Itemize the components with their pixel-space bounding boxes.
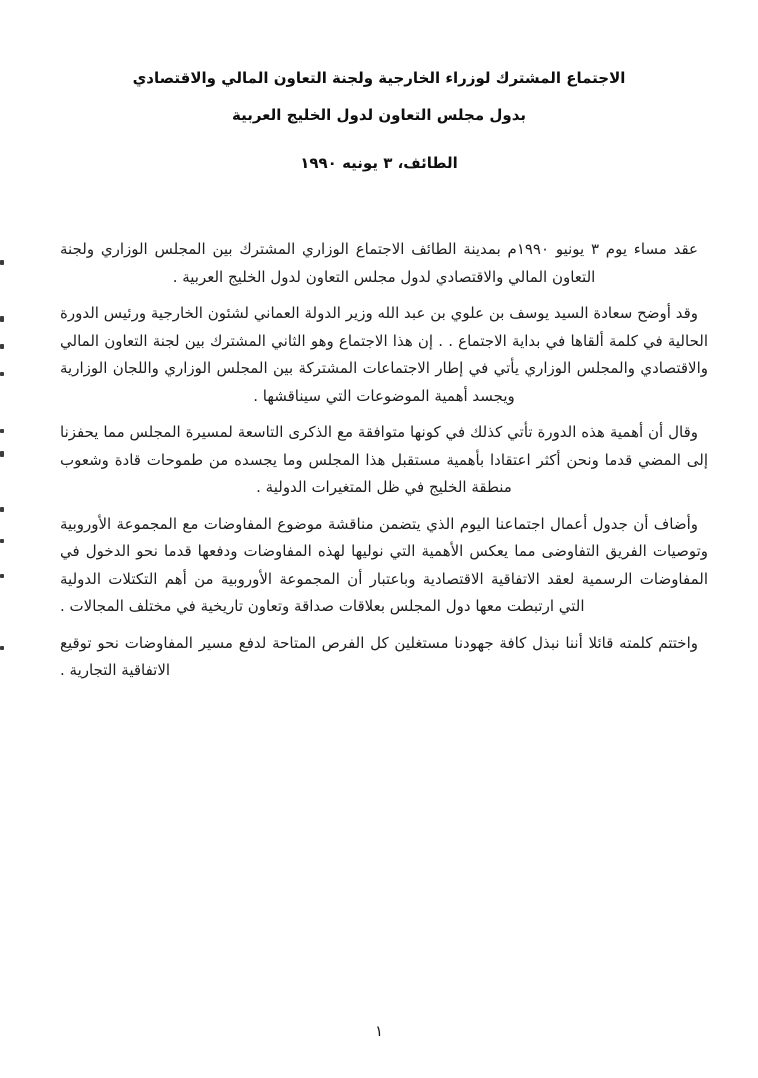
scan-artifact xyxy=(0,260,4,265)
scan-artifact xyxy=(0,539,4,543)
scan-artifact xyxy=(0,429,4,433)
title-line-2: بدول مجلس التعاون لدول الخليج العربية xyxy=(232,106,526,124)
scan-artifact xyxy=(0,646,4,650)
body-paragraph: وقد أوضح سعادة السيد يوسف بن علوي بن عبد الله وزير الدولة العماني لشئون الخارجية ورئيس الدورة الحالية في كلمة ألقاها في بداية الاجتماع . . إن هذا الاجتماع وهو الثاني المشترك بين لجنة التعاون المالي والاقتصادي والمجلس الوزاري يأتي في إطار الاجتماعات المشتركة بين المجلس الوزاري واللجان الوزارية ويجسد أهمية الموضوعات التي سيناقشها . xyxy=(60,304,708,405)
title-line-1: الاجتماع المشترك لوزراء الخارجية ولجنة التعاون المالي والاقتصادي xyxy=(132,69,626,87)
document-body xyxy=(60,236,708,694)
body-paragraph: واختتم كلمته قائلا أننا نبذل كافة جهودنا مستغلين كل الفرص المتاحة لدفع مسير المفاوضات نحو توقيع الاتفاقية التجارية . xyxy=(60,633,698,679)
body-paragraph: وأضاف أن جدول أعمال اجتماعنا اليوم الذي يتضمن مناقشة موضوع المفاوضات مع المجموعة الأوروبية وتوصيات الفريق التفاوضى مما يعكس الأهمية التي نوليها لهذه المفاوضات ودفعها قدما نحو الدخول في المفاوضات الرسمية لعقد الاتفاقية الاقتصادية وباعتبار أن المجموعة الأوروبية من أهم التكتلات الدولية التي ارتبطت معها دول المجلس بعلاقات صداقة وتعاون تاريخية في مختلف المجالات . xyxy=(60,514,708,615)
scan-artifact xyxy=(0,372,4,376)
scan-artifact xyxy=(0,451,4,457)
document-date: الطائف، ٣ يونيه ١٩٩٠ xyxy=(300,154,458,172)
document-title xyxy=(0,60,758,134)
scan-artifact xyxy=(0,507,4,512)
body-paragraph: عقد مساء يوم ٣ يونيو ١٩٩٠م بمدينة الطائف الاجتماع الوزاري المشترك بين المجلس الوزاري ولجنة التعاون المالي والاقتصادي لدول مجلس التعاون لدول الخليج العربية . xyxy=(60,240,699,286)
scan-artifact xyxy=(0,316,4,322)
scan-artifact xyxy=(0,344,4,349)
page-number: ١ xyxy=(374,1022,384,1040)
body-paragraph: وقال أن أهمية هذه الدورة تأتي كذلك في كونها متوافقة مع الذكرى التاسعة لمسيرة المجلس مما يحفزنا إلى المضي قدما ونحن أكثر اعتقادا بأهمية مستقبل هذا المجلس وما يجسده من طموحات قادة وشعوب منطقة الخليج في ظل المتغيرات الدولية . xyxy=(60,423,708,496)
scan-artifact xyxy=(0,574,4,578)
